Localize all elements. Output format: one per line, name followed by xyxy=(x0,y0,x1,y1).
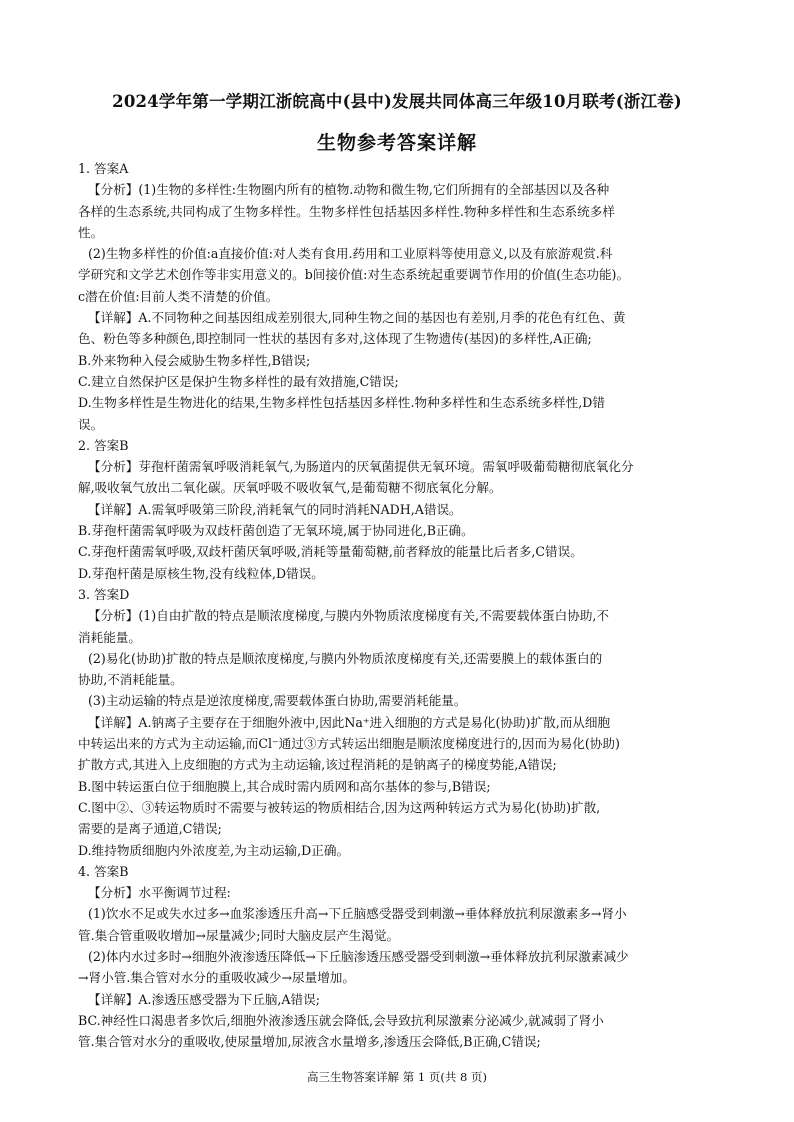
text-line: 管.集合管对水分的重吸收,使尿量增加,尿液含水量增多,渗透压会降低,B正确,C错误; xyxy=(78,1034,541,1050)
page-footer: 高三生物答案详解 第 1 页(共 8 页) xyxy=(307,1070,487,1084)
text-line: 【详解】A.不同物种之间基因组成差别很大,同种生物之间的基因也有差别,月季的花色有红色、黄 xyxy=(88,310,626,326)
text-line: (3)主动运输的特点是逆浓度梯度,需要载体蛋白协助,需要消耗能量。 xyxy=(88,693,467,709)
text-line: 误。 xyxy=(78,416,104,432)
text-line: 各样的生态系统,共同构成了生物多样性。生物多样性包括基因多样性.物种多样性和生态系统多样 xyxy=(78,203,615,219)
text-line: C.芽孢杆菌需氧呼吸,双歧杆菌厌氧呼吸,消耗等量葡萄糖,前者释放的能量比后者多,C错误。 xyxy=(78,544,583,560)
text-line: B.芽孢杆菌需氧呼吸为双歧杆菌创造了无氧环境,属于协同进化,B正确。 xyxy=(78,523,474,539)
text-line: 【详解】A.钠离子主要存在于细胞外液中,因此Na⁺进入细胞的方式是易化(协助)扩散,而从细胞 xyxy=(88,714,611,730)
text-line: 【分析】芽孢杆菌需氧呼吸消耗氧气,为肠道内的厌氧菌提供无氧环境。需氧呼吸葡萄糖彻底氧化分 xyxy=(88,459,634,475)
text-line: 【详解】A.渗透压感受器为下丘脑,A错误; xyxy=(88,991,320,1007)
text-line: (2)体内水过多时→细胞外液渗透压降低→下丘脑渗透压感受器受到刺激→垂体释放抗利尿激素减少 xyxy=(88,948,629,964)
question-answer-line: 3. 答案D xyxy=(78,586,130,602)
text-line: B.图中转运蛋白位于细胞膜上,其合成时需内质网和高尔基体的参与,B错误; xyxy=(78,778,491,794)
text-line: D.维持物质细胞内外浓度差,为主动运输,D正确。 xyxy=(78,842,350,858)
text-line: C.建立自然保护区是保护生物多样性的最有效措施,C错误; xyxy=(78,373,399,389)
text-line: 管.集合管重吸收增加→尿量减少;同时大脑皮层产生渴觉。 xyxy=(78,927,400,943)
text-line: 学研究和文学艺术创作等非实用意义的。b间接价值:对生态系统起重要调节作用的价值(生态功能)。 xyxy=(78,267,630,283)
text-line: 【分析】(1)自由扩散的特点是顺浓度梯度,与膜内外物质浓度梯度有关,不需要载体蛋白协助,不 xyxy=(88,608,610,624)
text-line: BC.神经性口渴患者多饮后,细胞外液渗透压就会降低,会导致抗利尿激素分泌减少,就减弱了肾小 xyxy=(78,1012,604,1028)
text-line: (2)易化(协助)扩散的特点是顺浓度梯度,与膜内外物质浓度梯度有关,还需要膜上的载体蛋白的 xyxy=(88,650,603,666)
text-line: D.生物多样性是生物进化的结果,生物多样性包括基因多样性.物种多样性和生态系统多样性,D错 xyxy=(78,395,605,411)
text-line: 扩散方式,其进入上皮细胞的方式为主动运输,该过程消耗的是钠离子的梯度势能,A错误; xyxy=(78,757,557,773)
text-line: 【分析】水平衡调节过程: xyxy=(88,885,231,901)
text-line: →肾小管.集合管对水分的重吸收减少→尿量增加。 xyxy=(78,970,355,986)
text-line: (1)饮水不足或失水过多→血浆渗透压升高→下丘脑感受器受到刺激→垂体释放抗利尿激素多→肾小 xyxy=(88,906,627,922)
text-line: 【分析】(1)生物的多样性:生物圈内所有的植物.动物和微生物,它们所拥有的全部基因以及各种 xyxy=(88,182,610,198)
text-line: B.外来物种入侵会威胁生物多样性,B错误; xyxy=(78,352,311,368)
text-line: 中转运出来的方式为主动运输,而Cl⁻通过③方式转运出细胞是顺浓度梯度进行的,因而为易化(协助) xyxy=(78,736,620,752)
text-line: 色、粉色等多种颜色,即控制同一性状的基因有多对,这体现了生物遗传(基因)的多样性,A正确; xyxy=(78,331,592,347)
text-line: 消耗能量。 xyxy=(78,629,141,645)
text-line: c潜在价值:目前人类不清楚的价值。 xyxy=(78,288,279,304)
text-line: 需要的是离子通道,C错误; xyxy=(78,821,222,837)
text-line: 解,吸收氧气放出二氧化碳。厌氧呼吸不吸收氧气,是葡萄糖不彻底氧化分解。 xyxy=(78,480,502,496)
page-title: 2024学年第一学期江浙皖高中(县中)发展共同体高三年级10月联考(浙江卷) xyxy=(112,92,682,111)
question-answer-line: 4. 答案B xyxy=(78,863,129,879)
text-line: D.芽孢杆菌是原核生物,没有线粒体,D错误。 xyxy=(78,565,324,581)
text-line: 协助,不消耗能量。 xyxy=(78,672,183,688)
question-answer-line: 1. 答案A xyxy=(78,161,129,176)
question-answer-line: 2. 答案B xyxy=(78,437,129,453)
text-line: C.图中②、③转运物质时不需要与被转运的物质相结合,因为这两种转运方式为易化(协助)扩散, xyxy=(78,799,601,815)
text-line: 性。 xyxy=(78,224,104,240)
page-subtitle: 生物参考答案详解 xyxy=(316,132,477,154)
text-line: (2)生物多样性的价值:a直接价值:对人类有食用.药用和工业原料等使用意义,以及有旅游观赏.科 xyxy=(88,246,613,262)
answer-body xyxy=(78,158,724,1052)
text-line: 【详解】A.需氧呼吸第三阶段,消耗氧气的同时消耗NADH,A错误。 xyxy=(88,501,462,517)
